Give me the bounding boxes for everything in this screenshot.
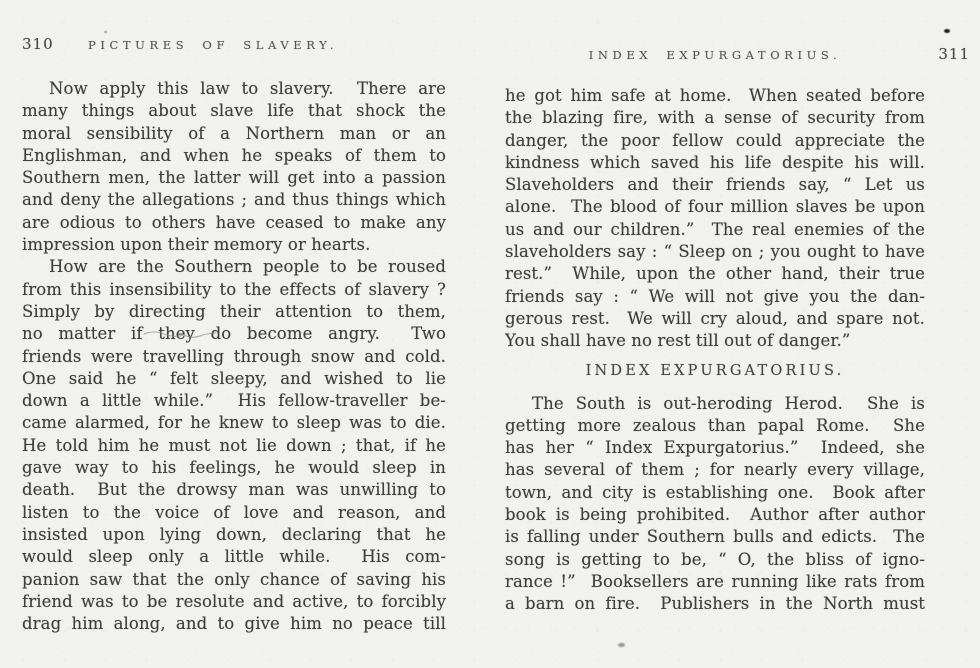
- paragraph: [505, 393, 925, 616]
- paragraph: [505, 85, 925, 353]
- text-line: he got him safe at home. When seated before: [505, 86, 925, 105]
- text-line: is falling under Southern bulls and edicts. The: [505, 527, 925, 547]
- left-page-number: 310: [22, 35, 54, 53]
- text-line: Slaveholders and their friends say, “ Let us: [505, 175, 925, 195]
- left-running-head: [22, 36, 446, 52]
- text-line: kindness which saved his life despite his will.: [505, 152, 925, 172]
- text-line: gerous rest. We will cry aloud, and spare not.: [505, 308, 925, 328]
- text-line: would sleep only a little while. His com-: [22, 547, 446, 567]
- text-line: impression upon their memory or hearts.: [22, 235, 371, 255]
- text-line: alone. The blood of four million slaves be upon: [505, 197, 925, 217]
- left-running-header-title: PICTURES OF SLAVERY.: [88, 38, 339, 52]
- text-line: Southern men, the latter will get into a passion: [22, 168, 446, 188]
- right-page-body: [505, 85, 925, 616]
- ink-speck: [104, 31, 107, 33]
- text-line: song is getting to be, “ O, the bliss of igno-: [505, 549, 925, 569]
- text-line: drag him along, and to give him no peace till: [22, 614, 446, 634]
- text-line: town, and city is establishing one. Book after: [505, 482, 925, 502]
- text-line: book is being prohibited. Author after author: [505, 505, 925, 525]
- text-line: One said he “ felt sleepy, and wished to lie: [22, 368, 446, 388]
- text-line: listen to the voice of love and reason, and: [22, 502, 446, 522]
- right-page-number: 311: [938, 45, 970, 63]
- text-line: You shall have no rest till out of danger.”: [505, 331, 851, 351]
- section-heading: INDEX EXPURGATORIUS.: [585, 362, 845, 379]
- text-line: The South is out-heroding Herod. She is: [532, 393, 925, 413]
- text-line: came alarmed, for he knew to sleep was to die.: [22, 413, 446, 433]
- text-line: Now apply this law to slavery. There are: [49, 79, 446, 98]
- text-line: friend was to be resolute and active, to forcibly: [22, 591, 446, 611]
- text-line: the blazing fire, with a sense of security from: [505, 108, 925, 128]
- text-line: death. But the drowsy man was unwilling to: [22, 480, 446, 500]
- text-line: slaveholders say : “ Sleep on ; you ought to have: [505, 242, 925, 262]
- right-running-head: [505, 45, 970, 63]
- left-page-body: [22, 78, 446, 635]
- text-line: has her “ Index Expurgatorius.” Indeed, she: [505, 438, 925, 458]
- text-line: insisted upon lying down, declaring that he: [22, 524, 446, 544]
- paragraph: [22, 256, 446, 635]
- text-line: Englishman, and when he speaks of them to: [22, 145, 446, 165]
- text-line: many things about slave life that shock the: [22, 101, 446, 121]
- text-line: getting more zealous than papal Rome. She: [505, 415, 925, 435]
- text-line: down a little while.” His fellow-traveller be-: [22, 391, 446, 411]
- text-line: no matter if they do become angry. Two: [22, 324, 446, 344]
- text-line: How are the Southern people to be roused: [49, 257, 446, 277]
- text-line: rance !” Booksellers are running like rats from: [505, 571, 925, 591]
- text-line: and deny the allegations ; and thus things which: [22, 190, 446, 210]
- text-line: panion saw that the only chance of saving his: [22, 569, 446, 589]
- text-line: has several of them ; for nearly every village,: [505, 460, 925, 480]
- text-line: Simply by directing their attention to them,: [22, 301, 446, 321]
- text-line: us and our children.” The real enemies of the: [505, 219, 925, 239]
- text-line: from this insensibility to the effects of slavery ?: [22, 279, 446, 299]
- text-line: moral sensibility of a Northern man or an: [22, 123, 446, 143]
- text-line: He told him he must not lie down ; that, if he: [22, 435, 446, 455]
- right-running-header-title: INDEX EXPURGATORIUS.: [588, 48, 842, 62]
- page-left: [22, 36, 446, 635]
- text-line: friends say : “ We will not give you the dan-: [505, 286, 925, 306]
- ink-smudge: [618, 643, 625, 647]
- text-line: a barn on fire. Publishers in the North must: [505, 594, 925, 614]
- text-line: gave way to his feelings, he would sleep in: [22, 458, 446, 478]
- text-line: danger, the poor fellow could appreciate the: [505, 130, 925, 150]
- ink-speck: [944, 29, 950, 33]
- paragraph: [22, 78, 446, 256]
- text-line: friends were travelling through snow and cold.: [22, 346, 446, 366]
- page-right: [505, 45, 970, 616]
- text-line: are odious to others have ceased to make any: [22, 212, 446, 232]
- text-line: rest.” While, upon the other hand, their true: [505, 264, 925, 284]
